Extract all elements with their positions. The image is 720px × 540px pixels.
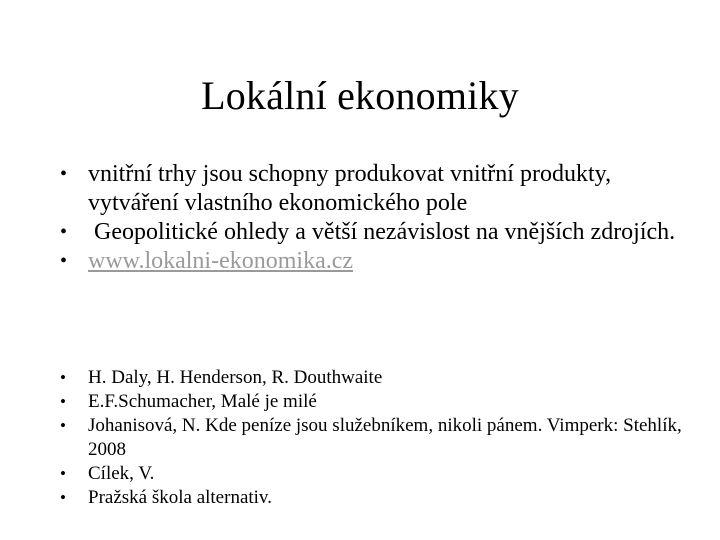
bullet-icon: • [60, 250, 68, 272]
reference-text: E.F.Schumacher, Malé je milé [88, 391, 317, 412]
bullet-icon: • [60, 464, 66, 483]
reference-text: Cílek, V. [88, 463, 155, 484]
reference-text: Johanisová, N. Kde peníze jsou služebníkem, nikoli pánem. Vimperk: Stehlík, 2008 [88, 415, 682, 460]
reference-text: H. Daly, H. Henderson, R. Douthwaite [88, 367, 383, 388]
bullet-icon: • [60, 163, 68, 185]
reference-item [60, 486, 700, 510]
list-item [60, 247, 700, 276]
bullet-icon: • [60, 392, 66, 411]
slide-title: Lokální ekonomiky [201, 73, 519, 118]
bullet-text: Geopolitické ohledy a větší nezávislost na vnějších zdrojích. [88, 219, 676, 245]
main-bullet-list [60, 160, 700, 276]
website-link[interactable]: www.lokalni-ekonomika.cz [88, 248, 354, 274]
bullet-text: vnitřní trhy jsou schopny produkovat vnitřní produkty, vytváření vlastního ekonomického pole [88, 161, 612, 216]
list-item [60, 218, 700, 247]
bullet-icon: • [60, 488, 66, 507]
reference-item [60, 462, 700, 486]
bullet-icon: • [60, 221, 68, 243]
list-item [60, 160, 700, 218]
reference-item [60, 390, 700, 414]
bullet-icon: • [60, 368, 66, 387]
reference-item [60, 366, 700, 390]
bullet-icon: • [60, 416, 66, 435]
reference-text: Pražská škola alternativ. [88, 487, 272, 508]
references-list [60, 366, 700, 510]
reference-item [60, 414, 700, 462]
